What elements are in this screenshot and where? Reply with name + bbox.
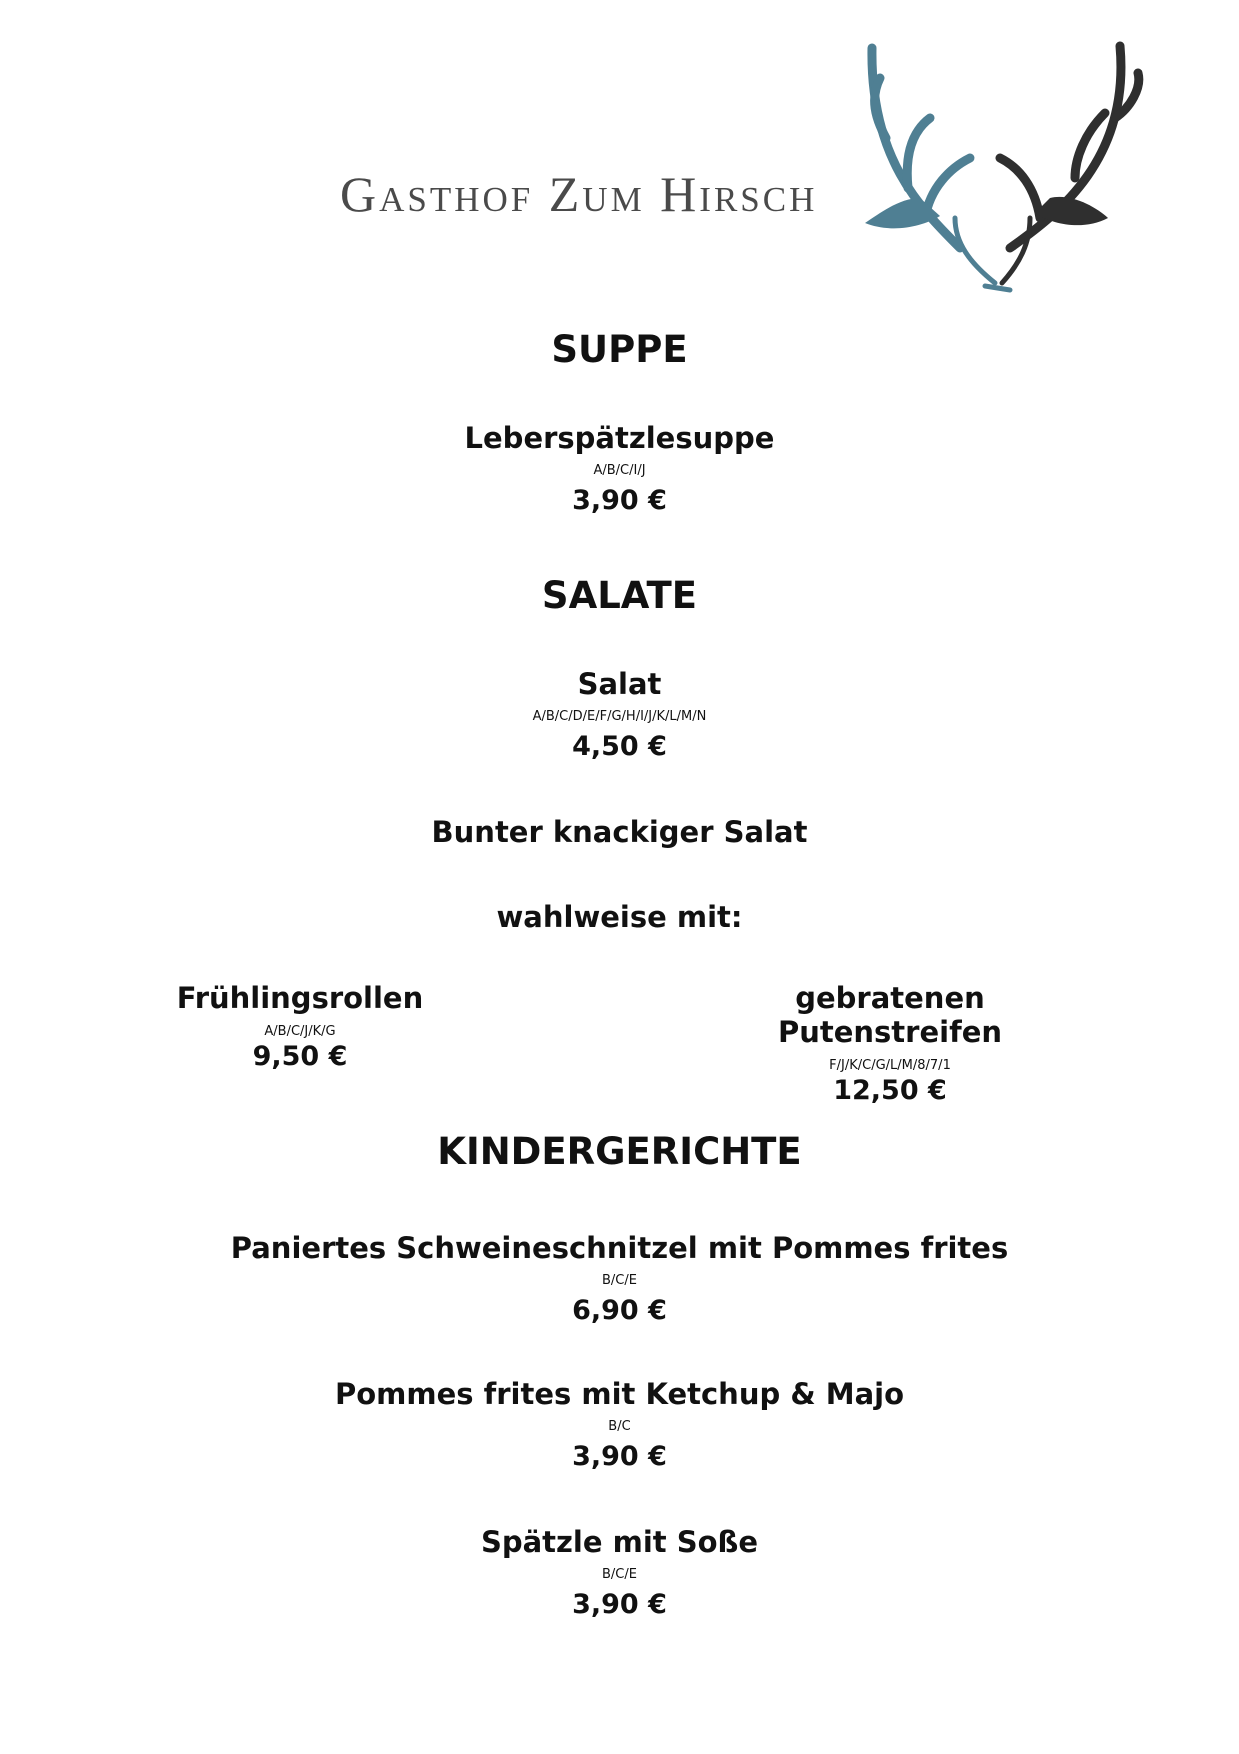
section-title-suppe: SUPPE: [551, 328, 688, 371]
section-title-kindergerichte: KINDERGERICHTE: [437, 1130, 802, 1173]
item-price: 4,50 €: [572, 731, 667, 762]
item-allergens: A/B/C/I/J: [593, 463, 646, 478]
item-allergens: A/B/C/D/E/F/G/H/I/J/K/L/M/N: [532, 709, 707, 724]
item-price: 3,90 €: [572, 1441, 667, 1472]
item-name: Pommes frites mit Ketchup & Majo: [334, 1377, 904, 1411]
option-price: 9,50 €: [252, 1041, 348, 1072]
option-name: gebratenen Putenstreifen: [777, 981, 1003, 1049]
item-price: 3,90 €: [572, 485, 667, 516]
option-price: 12,50 €: [833, 1075, 947, 1106]
item-name: Leberspätzlesuppe: [464, 421, 775, 455]
option-fruehlingsrollen: [140, 981, 460, 1072]
option-allergens: F/J/K/C/G/L/M/8/7/1: [829, 1058, 951, 1073]
options-intro: wahlweise mit:: [496, 900, 743, 934]
item-allergens: B/C: [608, 1419, 631, 1434]
item-name: Paniertes Schweineschnitzel mit Pommes frites: [230, 1231, 1009, 1265]
section-title-salate: SALATE: [541, 574, 698, 617]
item-allergens: B/C/E: [602, 1273, 637, 1288]
option-name: Frühlingsrollen: [176, 981, 424, 1015]
item-name: Salat: [577, 667, 662, 701]
option-putenstreifen: [700, 981, 1080, 1106]
salad-description: Bunter knackiger Salat: [431, 815, 808, 849]
item-allergens: B/C/E: [602, 1567, 637, 1582]
item-price: 3,90 €: [572, 1589, 667, 1620]
item-price: 6,90 €: [572, 1295, 667, 1326]
stag-antlers-icon: [860, 38, 1160, 298]
item-name: Spätzle mit Soße: [480, 1525, 759, 1559]
restaurant-name: Gasthof Zum Hirsch: [340, 166, 818, 222]
option-allergens: A/B/C/J/K/G: [264, 1024, 336, 1039]
